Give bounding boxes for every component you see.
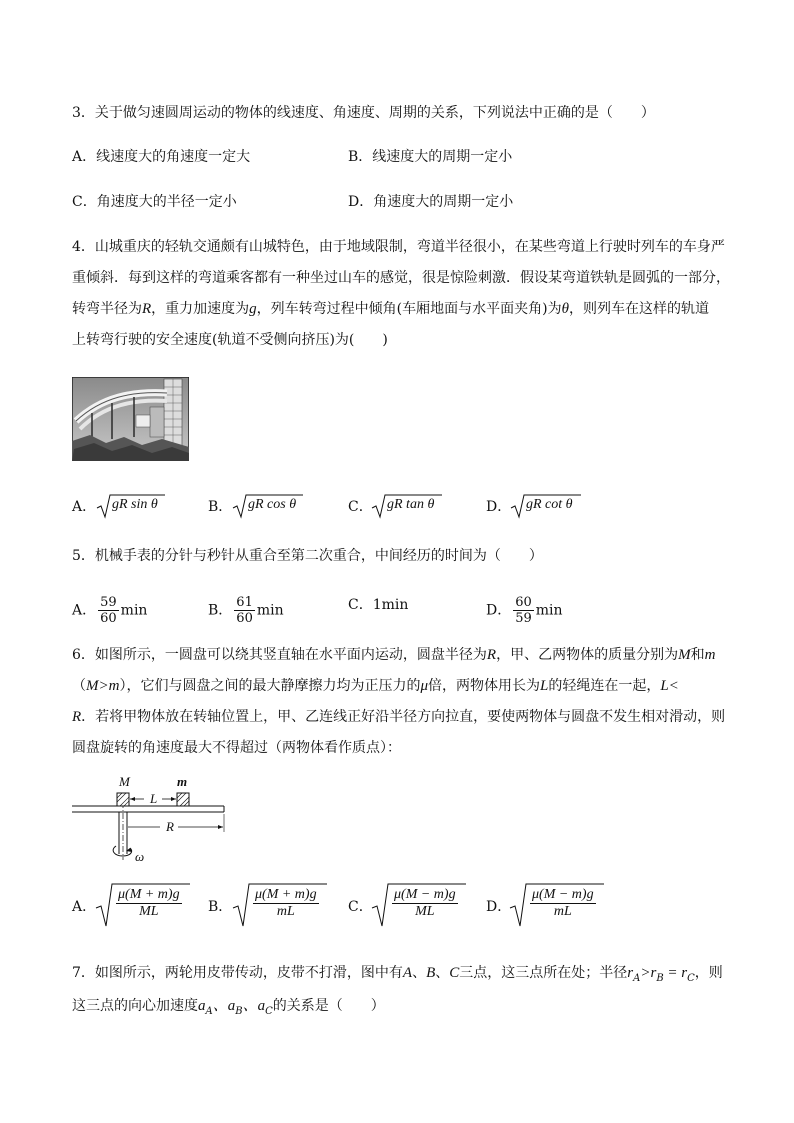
q6-option-d-label: D． (486, 899, 512, 915)
q7-stem-line1: 7．如图所示，两轮用皮带传动，皮带不打滑，图中有A、B、C三点，这三点所在处；半径$r_A>r_B = r_C$，则 (72, 965, 723, 984)
q6-option-b-value: $\frac{\mu(M + m)g}{mL}$ (233, 882, 329, 928)
q6-stem-line1: 6．如图所示，一圆盘可以绕其竖直轴在水平面内运动，圆盘半径为R，甲、乙两物体的质量分别为M和m (72, 647, 716, 663)
q3-option-d: D．角速度大的周期一定小 (348, 194, 514, 210)
q6-stem-line3: R．若将甲物体放在转轴位置上，甲、乙连线正好沿半径方向拉直，要使两物体与圆盘不发生相对滑动，则 (72, 709, 726, 725)
q4-stem-line4: 上转弯行驶的安全速度(轨道不受侧向挤压)为( ) (72, 332, 388, 348)
q6-option-c-value: $\frac{\mu(M - m)g}{ML}$ (372, 882, 468, 928)
q6-stem-line4: 圆盘旋转的角速度最大不得超过（两物体看作质点）： (72, 740, 401, 756)
diagram-label-L: L (150, 791, 158, 806)
q3-option-a: A．线速度大的角速度一定大 (72, 149, 251, 165)
q6-option-a-label: A． (72, 899, 97, 915)
q4-stem-line1: 4．山城重庆的轻轨交通颇有山城特色，由于地域限制，弯道半径很小，在某些弯道上行驶时列车的车身严 (72, 239, 725, 255)
q4-option-b-label: B． (208, 499, 233, 515)
q5-option-c: C．1min (348, 597, 409, 613)
q5-option-b: B． $\frac{61}{60}$ min (208, 595, 284, 626)
q3-option-c: C．角速度大的半径一定小 (72, 194, 237, 210)
q4-option-d-value: gR cot θ (511, 493, 583, 519)
q4-stem-line3: 转弯半径为R，重力加速度为g，列车转弯过程中倾角(车厢地面与水平面夹角)为θ，则列车在这样的轨道 (72, 301, 709, 317)
q5-option-a: A． $\frac{59}{60}$ min (72, 595, 148, 626)
q4-option-d-label: D． (486, 499, 512, 515)
q4-option-c-label: C． (348, 499, 373, 515)
q6-option-a-value: $\frac{\mu(M + m)g}{ML}$ (96, 882, 192, 928)
q4-option-a-label: A． (72, 499, 97, 515)
diagram-label-M: M (119, 774, 130, 789)
q4-stem-line2: 重倾斜．每到这样的弯道乘客都有一种坐过山车的感觉，很是惊险刺激．假设某弯道铁轨是圆弧的一部分， (72, 270, 730, 286)
q6-stem-line2: （M>m），它们与圆盘之间的最大静摩擦力均为正压力的μ倍，两物体用长为L的轻绳连在一起，L< (72, 678, 679, 694)
q6-option-d-value: $\frac{\mu(M - m)g}{mL}$ (510, 882, 606, 928)
q7-stem-line2: 这三点的向心加速度$a_A$、$a_B$、$a_C$的关系是（ ） (72, 998, 385, 1017)
q6-option-c-label: C． (348, 899, 373, 915)
q3-option-b: B．线速度大的周期一定小 (348, 149, 513, 165)
q3-stem: 3．关于做匀速圆周运动的物体的线速度、角速度、周期的关系，下列说法中正确的是（ ） (72, 105, 655, 121)
q4-option-b-value: gR cos θ (233, 493, 305, 519)
disc-diagram (70, 772, 230, 867)
q6-option-b-label: B． (208, 899, 233, 915)
diagram-label-m: m (177, 774, 188, 789)
q5-option-d: D． $\frac{60}{59}$ min (486, 595, 563, 626)
q4-option-a-value: gR sin θ (97, 493, 167, 519)
diagram-label-omega: ω (135, 849, 145, 864)
q4-option-c-value: gR tan θ (372, 493, 444, 519)
diagram-label-R: R (166, 819, 174, 834)
q5-stem: 5．机械手表的分针与秒针从重合至第二次重合，中间经历的时间为（ ） (72, 548, 543, 564)
monorail-photo (72, 377, 189, 461)
